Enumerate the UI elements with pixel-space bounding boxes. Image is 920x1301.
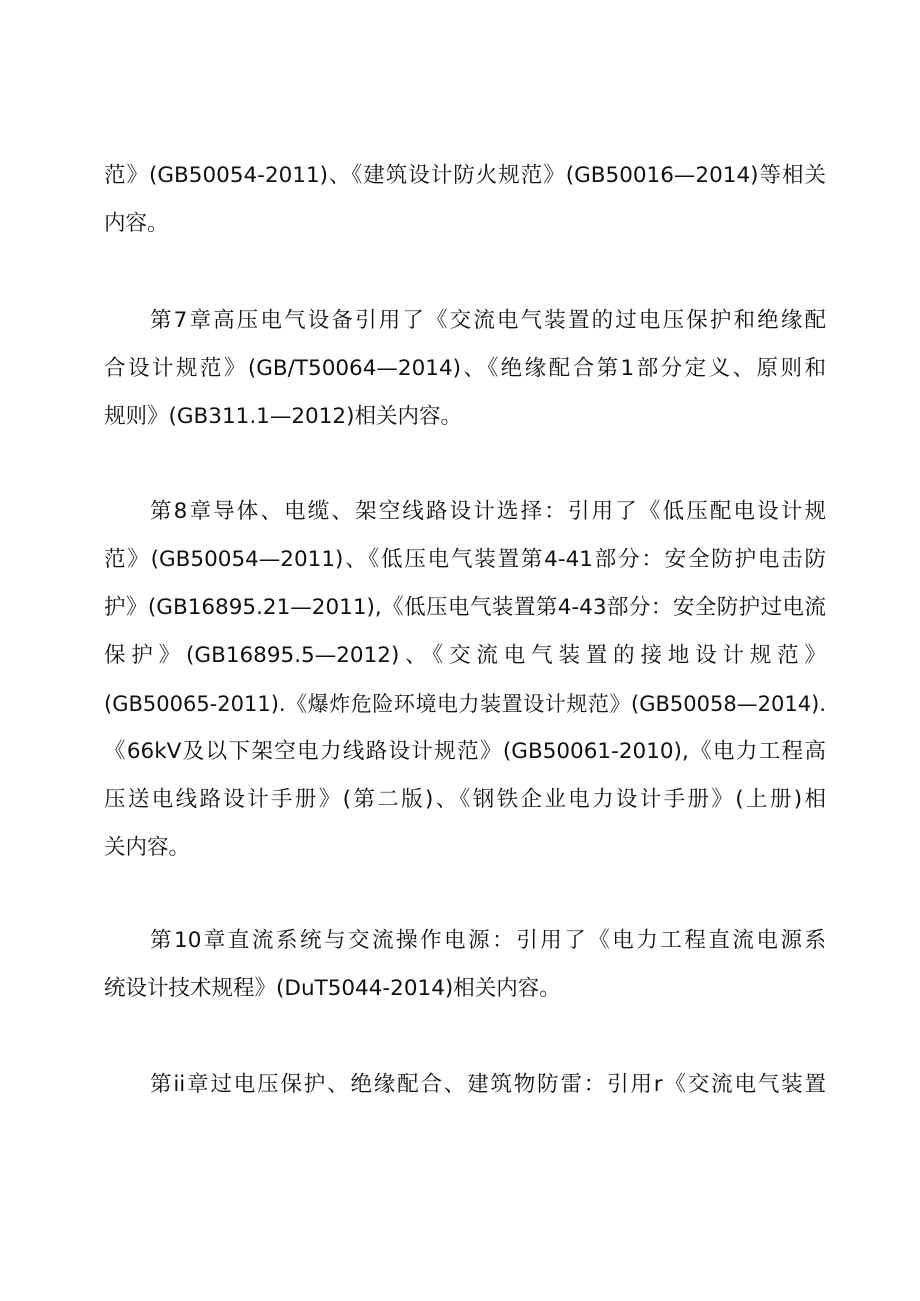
text-line: 保护》(GB16895.5—2012)、《交流电气装置的接地设计规范》	[104, 643, 826, 668]
paragraph-chapter-8	[104, 488, 826, 872]
text-line: 关内容。	[104, 835, 191, 860]
text-line: (GB50065-2011).《爆炸危险环境电力装置设计规范》(GB50058—2014).	[104, 692, 826, 716]
text-line: 内容。	[104, 211, 169, 236]
text-line: 第10章直流系统与交流操作电源：引用了《电力工程直流电源系	[150, 928, 826, 953]
paragraph-chapter-10	[104, 917, 826, 1013]
text-line: 压送电线路设计手册》(第二版)、《钢铁企业电力设计手册》(上册)相	[104, 787, 826, 812]
text-line: 范》(GB50054-2011)、《建筑设计防火规范》(GB50016—2014)等相关	[104, 163, 826, 188]
text-line: 范》(GB50054—2011)、《低压电气装置第4-41部分：安全防护电击防	[104, 547, 826, 572]
text-line: 《66kV及以下架空电力线路设计规范》(GB50061-2010),《电力工程高	[104, 739, 826, 764]
text-line: 第ii章过电压保护、绝缘配合、建筑物防雷：引用r《交流电气装置	[150, 1072, 826, 1097]
text-line: 合设计规范》(GB/T50064—2014)、《绝缘配合第1部分定义、原则和	[104, 356, 826, 381]
text-line: 护》(GB16895.21—2011),《低压电气装置第4-43部分：安全防护过电流	[104, 595, 826, 620]
text-line: 规则》(GB311.1—2012)相关内容。	[104, 404, 462, 429]
text-line: 统设计技术规程》(DuT5044-2014)相关内容。	[104, 976, 561, 1001]
text-line: 第8章导体、电缆、架空线路设计选择：引用了《低压配电设计规	[150, 499, 826, 524]
paragraph-continuation-fire-code	[104, 152, 826, 248]
paragraph-chapter-11	[104, 1061, 826, 1109]
text-line: 第7章高压电气设备引用了《交流电气装置的过电压保护和绝缘配	[150, 308, 826, 333]
paragraph-chapter-7	[104, 297, 826, 441]
